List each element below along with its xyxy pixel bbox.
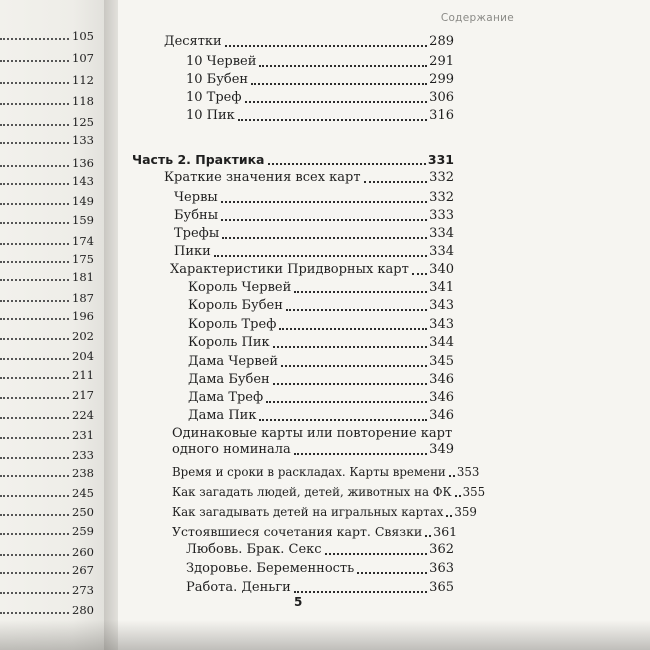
- toc-entry-page: 316: [429, 108, 454, 123]
- left-toc-row: [0, 324, 100, 342]
- toc-entry-page: 332: [429, 190, 454, 205]
- left-toc-row: [0, 151, 100, 169]
- dot-leader: [273, 346, 428, 348]
- left-toc-row: [0, 500, 100, 518]
- toc-entry-page: 361: [433, 524, 458, 539]
- dot-leader: [0, 495, 69, 497]
- dot-leader: [259, 65, 427, 67]
- left-toc-row: [0, 363, 100, 381]
- left-page-number: 280: [72, 603, 94, 617]
- left-page-number: 273: [72, 583, 94, 597]
- left-page-number: 259: [72, 524, 94, 538]
- toc-entry-page: 353: [456, 465, 480, 479]
- toc-entry-title: Устоявшиеся сочетания карт. Связки: [172, 524, 423, 539]
- toc-entry-title: Как загадать людей, детей, животных на ФК: [172, 485, 452, 499]
- toc-entry: [174, 208, 454, 224]
- dot-leader: [0, 358, 69, 360]
- toc-entry: [188, 408, 454, 424]
- dot-leader: [0, 457, 69, 459]
- toc-entry-title: Характеристики Придворных карт: [170, 262, 409, 277]
- toc-entry-page: 334: [429, 226, 454, 241]
- dot-leader: [0, 103, 69, 105]
- left-page-number: 224: [72, 408, 94, 422]
- dot-leader: [455, 495, 461, 497]
- page-number: 5: [294, 595, 303, 609]
- toc-entry-title: Бубны: [174, 208, 219, 223]
- left-toc-row: [0, 558, 100, 576]
- left-toc-row: [0, 461, 100, 479]
- toc-entry-title: Дама Червей: [188, 354, 279, 369]
- toc-entry: [188, 372, 454, 388]
- dot-leader: [0, 60, 69, 62]
- dot-leader: [0, 279, 69, 281]
- toc-entry: [164, 170, 454, 186]
- toc-entry-page: 334: [429, 244, 454, 259]
- left-page-number: 202: [72, 329, 94, 343]
- toc-entry-title: Любовь. Брак. Секс: [186, 542, 322, 557]
- left-page-number: 112: [72, 73, 94, 87]
- left-toc-row: [0, 423, 100, 441]
- toc-entry-page: 355: [462, 485, 486, 499]
- dot-leader: [294, 591, 427, 593]
- left-page-number: 107: [72, 51, 94, 65]
- left-toc-row: [0, 598, 100, 616]
- toc-entry: [170, 262, 454, 278]
- toc-entry-title: Время и сроки в раскладах. Карты времени: [172, 465, 446, 479]
- left-page-number: 196: [72, 309, 94, 323]
- toc-entry: [164, 34, 454, 50]
- toc-entry-page: 333: [429, 208, 454, 223]
- toc-entry-title: Червы: [174, 190, 218, 205]
- dot-leader: [221, 201, 427, 203]
- left-toc-row: [0, 189, 100, 207]
- left-toc-row: [0, 403, 100, 421]
- left-page-number: 181: [72, 270, 94, 284]
- dot-leader: [251, 83, 427, 85]
- toc-entry-page: 362: [429, 542, 454, 557]
- left-page-number: 159: [72, 213, 94, 227]
- left-page-number: 175: [72, 252, 94, 266]
- dot-leader: [0, 437, 69, 439]
- dot-leader: [273, 383, 427, 385]
- toc-entry-page: 346: [429, 372, 454, 387]
- toc-entry-page: 344: [429, 335, 454, 350]
- left-page-number: 187: [72, 291, 94, 305]
- left-page-number: 174: [72, 234, 94, 248]
- toc-entry-title: 10 Треф: [186, 90, 242, 105]
- toc-entry-page: 306: [429, 90, 454, 105]
- toc-entry-title: Дама Бубен: [188, 372, 270, 387]
- toc-entry-title: Как загадывать детей на игральных картах: [172, 505, 444, 519]
- left-toc-row: [0, 286, 100, 304]
- toc-entry-page: 349: [429, 442, 454, 457]
- toc-entry-page: 365: [429, 580, 454, 595]
- dot-leader: [238, 119, 427, 121]
- toc-entry-page: 346: [429, 390, 454, 405]
- toc-entry: [172, 464, 480, 480]
- toc-entry-page: 343: [429, 298, 454, 313]
- left-page: [0, 0, 104, 650]
- left-toc-row: [0, 247, 100, 265]
- toc-entry-title: Король Бубен: [188, 298, 283, 313]
- toc-entry: [188, 354, 454, 370]
- dot-leader: [0, 261, 69, 263]
- dot-leader: [294, 453, 427, 455]
- left-toc-row: [0, 443, 100, 461]
- toc-entry: [188, 317, 454, 333]
- dot-leader: [0, 417, 69, 419]
- left-page-number: 250: [72, 505, 94, 519]
- dot-leader: [0, 475, 69, 477]
- toc-entry: [186, 54, 454, 70]
- toc-entry-title-line2: одного номинала: [172, 442, 291, 457]
- left-toc-row: [0, 383, 100, 401]
- dot-leader: [0, 165, 69, 167]
- left-toc-row: [0, 208, 100, 226]
- toc-entry: [188, 390, 454, 406]
- toc-entry-page: 299: [429, 72, 454, 87]
- left-page-number: 217: [72, 388, 94, 402]
- dot-leader: [0, 222, 69, 224]
- left-toc-row: [0, 68, 100, 86]
- toc-entry-title: Трефы: [174, 226, 220, 241]
- dot-leader: [446, 515, 452, 517]
- toc-entry: [172, 524, 458, 540]
- left-page-number: 260: [72, 545, 94, 559]
- left-toc-row: [0, 229, 100, 247]
- dot-leader: [222, 237, 427, 239]
- left-toc-row: [0, 578, 100, 596]
- toc-entry-page: 343: [429, 317, 454, 332]
- running-header: Содержание: [440, 12, 514, 24]
- dot-leader: [0, 572, 69, 574]
- toc-entry: [186, 72, 454, 88]
- left-page-number: 118: [72, 94, 94, 108]
- toc-entry-title-line1: Одинаковые карты или повторение карт: [172, 426, 453, 441]
- toc-entry: [186, 108, 454, 124]
- dot-leader: [0, 318, 69, 320]
- dot-leader: [0, 592, 69, 594]
- left-page-number: 245: [72, 486, 94, 500]
- dot-leader: [268, 163, 426, 165]
- dot-leader: [286, 309, 427, 311]
- left-toc-row: [0, 304, 100, 322]
- dot-leader: [425, 535, 431, 537]
- dot-leader: [0, 38, 69, 40]
- dot-leader: [0, 82, 69, 84]
- toc-entry-title: Здоровье. Беременность: [186, 561, 355, 576]
- dot-leader: [0, 183, 69, 185]
- toc-entry: [188, 298, 454, 314]
- toc-part-heading: [132, 152, 454, 168]
- toc-entry: [188, 335, 454, 351]
- dot-leader: [259, 419, 427, 421]
- left-toc-row: [0, 89, 100, 107]
- right-page: [118, 0, 650, 650]
- left-page-number: 133: [72, 133, 94, 147]
- toc-entry: [186, 580, 454, 596]
- toc-entry-title: 10 Червей: [186, 54, 257, 69]
- dot-leader: [266, 401, 427, 403]
- left-page-number: 233: [72, 448, 94, 462]
- left-page-number: 125: [72, 115, 94, 129]
- toc-entry-page: 331: [427, 152, 454, 167]
- left-toc-row: [0, 344, 100, 362]
- toc-entry-title: Работа. Деньги: [186, 580, 291, 595]
- toc-entry-title: Король Червей: [188, 280, 292, 295]
- toc-entry: [174, 190, 454, 206]
- dot-leader: [0, 397, 69, 399]
- dot-leader: [221, 219, 427, 221]
- toc-entry-title: Краткие значения всех карт: [164, 170, 361, 185]
- toc-entry-title: Король Пик: [188, 335, 270, 350]
- left-toc-row: [0, 128, 100, 146]
- toc-entry-title: Часть 2. Практика: [132, 152, 265, 167]
- left-page-number: 211: [72, 368, 94, 382]
- toc-entry-page: 289: [429, 34, 454, 49]
- dot-leader: [245, 101, 428, 103]
- left-toc-row: [0, 24, 100, 42]
- dot-leader: [0, 533, 69, 535]
- left-page-number: 149: [72, 194, 94, 208]
- toc-entry-page: 345: [429, 354, 454, 369]
- toc-entry: [186, 542, 454, 558]
- dot-leader: [0, 554, 69, 556]
- dot-leader: [0, 124, 69, 126]
- toc-entry-title: Дама Треф: [188, 390, 264, 405]
- left-toc-row: [0, 169, 100, 187]
- dot-leader: [281, 365, 427, 367]
- toc-entry-title: Пики: [174, 244, 211, 259]
- toc-entry: [172, 484, 486, 500]
- dot-leader: [0, 142, 69, 144]
- dot-leader: [357, 572, 427, 574]
- dot-leader: [0, 377, 69, 379]
- toc-entry: [174, 244, 454, 260]
- dot-leader: [364, 181, 428, 183]
- toc-entry: [172, 442, 454, 458]
- left-page-number: 105: [72, 29, 94, 43]
- dot-leader: [0, 203, 69, 205]
- dot-leader: [294, 291, 427, 293]
- dot-leader: [0, 514, 69, 516]
- bottom-shadow: [0, 620, 650, 650]
- left-toc-row: [0, 481, 100, 499]
- left-page-number: 231: [72, 428, 94, 442]
- left-toc-row: [0, 110, 100, 128]
- dot-leader: [225, 45, 427, 47]
- dot-leader: [412, 273, 427, 275]
- toc-entry-page: 340: [429, 262, 454, 277]
- toc-entry-page: 346: [429, 408, 454, 423]
- dot-leader: [325, 553, 428, 555]
- dot-leader: [0, 612, 69, 614]
- toc-entry: [188, 280, 454, 296]
- dot-leader: [214, 255, 427, 257]
- toc-entry-title: 10 Пик: [186, 108, 235, 123]
- dot-leader: [0, 243, 69, 245]
- toc-entry-title: 10 Бубен: [186, 72, 249, 87]
- toc-entry-title: Король Треф: [188, 317, 277, 332]
- toc-entry: [172, 504, 477, 520]
- left-page-number: 238: [72, 466, 94, 480]
- toc-entry: [174, 226, 454, 242]
- left-page-number: 136: [72, 156, 94, 170]
- toc-entry-title: Дама Пик: [188, 408, 257, 423]
- left-toc-row: [0, 540, 100, 558]
- dot-leader: [279, 328, 427, 330]
- left-toc-row: [0, 265, 100, 283]
- toc-entry-page: 332: [429, 170, 454, 185]
- dot-leader: [0, 300, 69, 302]
- toc-entry-page: 341: [429, 280, 454, 295]
- left-page-number: 143: [72, 174, 94, 188]
- dot-leader: [0, 338, 69, 340]
- toc-entry-page: 291: [429, 54, 454, 69]
- toc-entry-page: 363: [429, 561, 454, 576]
- left-toc-row: [0, 46, 100, 64]
- left-page-number: 204: [72, 349, 94, 363]
- dot-leader: [449, 475, 455, 477]
- left-page-number: 267: [72, 563, 94, 577]
- left-toc-row: [0, 519, 100, 537]
- toc-entry-title: Десятки: [164, 34, 222, 49]
- toc-entry: [186, 90, 454, 106]
- toc-entry: [186, 561, 454, 577]
- toc-entry-page: 359: [454, 505, 477, 519]
